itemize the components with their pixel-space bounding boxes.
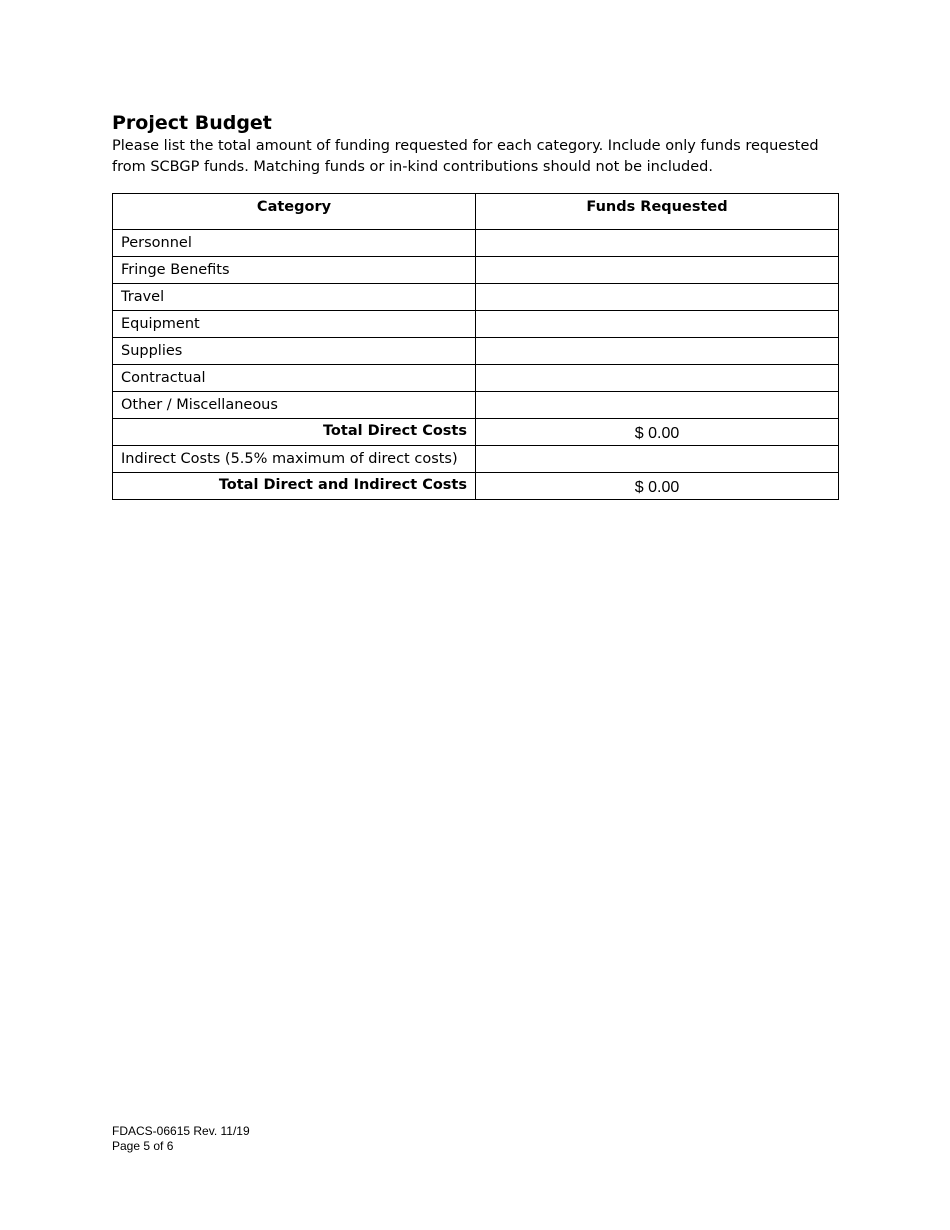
table-row [113,230,839,257]
equipment-funds-input[interactable] [476,311,838,337]
row-label-travel: Travel [113,284,476,311]
page-number: Page 5 of 6 [112,1139,174,1153]
row-label-other-misc: Other / Miscellaneous [113,392,476,419]
supplies-funds-input[interactable] [476,338,838,364]
total-direct-row [113,419,839,446]
page-title: Project Budget [112,112,272,134]
page-footer [112,1124,250,1154]
travel-funds-input[interactable] [476,284,838,310]
total-all-value: $ 0.00 [476,473,839,500]
budget-table [112,193,839,500]
total-direct-label: Total Direct Costs [113,419,476,446]
row-label-fringe-benefits: Fringe Benefits [113,257,476,284]
table-row [113,311,839,338]
table-row [113,338,839,365]
total-all-row [113,473,839,500]
row-label-equipment: Equipment [113,311,476,338]
row-label-personnel: Personnel [113,230,476,257]
total-direct-value: $ 0.00 [476,419,839,446]
header-category: Category [113,194,476,230]
header-funds-requested: Funds Requested [476,194,839,230]
table-row [113,446,839,473]
indirect-costs-funds-input[interactable] [476,446,838,472]
intro-text: Please list the total amount of funding requested for each category. Include only funds requested from SCBGP funds. Matching funds or in-kind contributions should not be included. [112,138,819,175]
fringe-benefits-funds-input[interactable] [476,257,838,283]
table-header-row [113,194,839,230]
other-misc-funds-input[interactable] [476,392,838,418]
row-label-supplies: Supplies [113,338,476,365]
table-row [113,257,839,284]
table-row [113,365,839,392]
contractual-funds-input[interactable] [476,365,838,391]
table-row [113,392,839,419]
row-label-indirect-costs: Indirect Costs (5.5% maximum of direct costs) [113,446,476,473]
personnel-funds-input[interactable] [476,230,838,256]
total-all-label: Total Direct and Indirect Costs [113,473,476,500]
row-label-contractual: Contractual [113,365,476,392]
table-row [113,284,839,311]
form-id: FDACS-06615 Rev. 11/19 [112,1124,250,1138]
